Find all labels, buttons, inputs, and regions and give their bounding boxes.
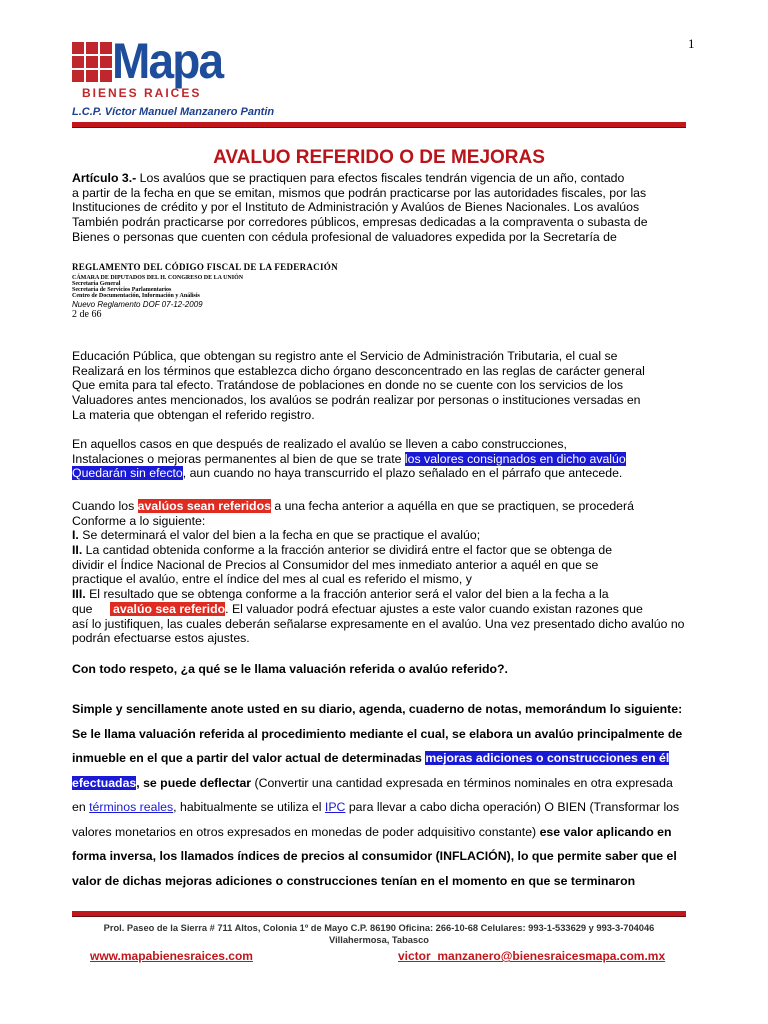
- text-line: así lo justifiquen, las cuales deberán señalarse expresamente en el avalúo. Una vez presentado dicho avalúo no: [72, 616, 685, 631]
- document-title: AVALUO REFERIDO O DE MEJORAS: [213, 147, 545, 168]
- reference-page: 2 de 66: [72, 309, 102, 320]
- roman-numeral: II.: [72, 543, 83, 558]
- link-terminos-reales[interactable]: términos reales: [89, 800, 174, 814]
- highlight-blue: mejoras adiciones o construcciones en él: [425, 751, 670, 765]
- text-segment: inmueble en el que a partir del valor actual de determinadas: [72, 751, 426, 765]
- header-divider: [72, 122, 686, 128]
- logo-grid-icon: [72, 42, 112, 84]
- author-name: L.C.P. Víctor Manuel Manzanero Pantin: [72, 106, 275, 118]
- text-line: Simple y sencillamente anote usted en su diario, agenda, cuaderno de notas, memorándum lo siguiente:: [72, 702, 683, 716]
- text-line: Bienes o personas que cuenten con cédula profesional de valuadores expedida por la Secretaría de: [72, 229, 617, 244]
- text-segment: , habitualmente se utiliza el: [173, 800, 325, 814]
- text-segment: La cantidad obtenida conforme a la fracción anterior se dividirá entre el factor que se obtenga de: [82, 543, 613, 558]
- text-line: Conforme a lo siguiente:: [72, 513, 206, 528]
- text-line: También podrán practicarse por corredores públicos, empresas dedicadas a la compraventa o subasta de: [72, 215, 648, 230]
- text-segment: . El valuador podrá efectuar ajustes a este valor cuando existan razones que: [225, 601, 643, 616]
- paragraph-2: [72, 349, 700, 422]
- address-city: Villahermosa, Tabasco: [329, 935, 429, 945]
- paragraph-4: [72, 499, 700, 646]
- text-line: forma inversa, los llamados índices de precios al consumidor (INFLACIÓN), lo que permite saber que el: [72, 849, 677, 863]
- reference-line: Centro de Documentación, Información y Análisis: [72, 293, 200, 299]
- text-segment: , se puede deflectar: [136, 775, 255, 790]
- text-segment: Se determinará el valor del bien a la fecha en que se practique el avalúo;: [78, 528, 481, 543]
- highlight-red: avalúos sean referidos: [137, 499, 271, 513]
- link-ipc[interactable]: IPC: [324, 800, 346, 814]
- text-line: Se le llama valuación referida al procedimiento mediante el cual, se elabora un avalúo principalmente de: [72, 726, 683, 741]
- reference-chamber: CÁMARA DE DIPUTADOS DEL H. CONGRESO DE LA UNIÓN: [72, 275, 244, 281]
- text-line: dividir el Índice Nacional de Precios al Consumidor del mes inmediato anterior a aquél en que se: [72, 557, 599, 572]
- text-line: Los avalúos que se practiquen para efectos fiscales tendrán vigencia de un año, contado: [136, 171, 625, 185]
- paragraph-3: [72, 437, 700, 481]
- reference-dof: Nuevo Reglamento DOF 07-12-2009: [72, 300, 203, 309]
- text-line: En aquellos casos en que después de realizado el avalúo se lleven a cabo construcciones,: [72, 437, 567, 451]
- website-link[interactable]: www.mapabienesraices.com: [90, 949, 253, 963]
- text-line: practique el avalúo, entre el índice del mes al cual es referido el mismo, y: [72, 572, 472, 587]
- highlight-blue: Quedarán sin efecto: [72, 466, 183, 481]
- text-segment: Cuando los: [72, 499, 138, 513]
- highlight-blue: efectuadas: [72, 775, 137, 790]
- text-segment: , aun cuando no haya transcurrido el plazo señalado en el párrafo que antecede.: [182, 466, 623, 481]
- text-line: podrán efectuarse estos ajustes.: [72, 631, 250, 646]
- text-segment: El resultado que se obtenga conforme a la fracción anterior será el valor del bien a la fecha a la: [85, 587, 609, 602]
- text-line: Que emita para tal efecto. Tratándose de poblaciones en donde no se cuente con los servicios de los: [72, 378, 623, 393]
- highlight-red: avalúo sea referido: [109, 601, 226, 616]
- text-segment: (Convertir una cantidad expresada en términos nominales en otra expresada: [254, 775, 673, 790]
- text-segment: Instalaciones o mejoras permanentes al bien de que se trate: [72, 451, 405, 466]
- text-segment: en: [72, 800, 90, 814]
- roman-numeral: I.: [72, 528, 79, 543]
- email-link[interactable]: victor_manzanero@bienesraicesmapa.com.mx: [398, 949, 666, 963]
- logo-subtitle: BIENES RAICES: [82, 86, 202, 100]
- text-segment: a una fecha anterior a aquélla en que se practiquen, se procederá: [270, 499, 634, 513]
- footer-divider: [72, 911, 686, 917]
- reference-line: Secretaría General: [72, 281, 121, 287]
- text-segment: para llevar a cabo dicha operación) O BIEN (Transformar los: [345, 800, 680, 814]
- text-line: Realizará en los términos que establezca dicho órgano desconcentrado en las reglas de carácter general: [72, 363, 645, 378]
- highlight-blue: los valores consignados en dicho avalúo: [404, 451, 626, 466]
- text-segment: que: [72, 601, 110, 616]
- article-3-paragraph: [72, 171, 700, 244]
- page-number: 1: [688, 36, 695, 51]
- reference-line: Secretaría de Servicios Parlamentarios: [72, 287, 172, 293]
- text-line: La materia que obtengan el referido registro.: [72, 407, 315, 422]
- question-line: Con todo respeto, ¿a qué se le llama valuación referida o avalúo referido?.: [72, 662, 508, 676]
- text-segment: valores monetarios en otros expresados en monedas de poder adquisitivo constante): [72, 824, 540, 839]
- reference-title: REGLAMENTO DEL CÓDIGO FISCAL DE LA FEDERACIÓN: [72, 262, 338, 272]
- company-logo: [72, 33, 223, 102]
- article-label: Artículo 3.-: [72, 171, 137, 185]
- regulation-reference: [72, 262, 338, 320]
- text-segment: ese valor aplicando en: [539, 824, 672, 839]
- answer-paragraph: [72, 697, 698, 893]
- address-line: Prol. Paseo de la Sierra # 711 Altos, Colonia 1º de Mayo C.P. 86190 Oficina: 266-10-68 Celulares: 993-1-533629 y 993-3-704046: [103, 923, 655, 933]
- logo-wordmark: Mapa: [112, 33, 223, 89]
- text-line: Valuadores antes mencionados, los avalúos se podrán realizar por personas o instituciones versadas en: [72, 393, 641, 408]
- text-line: a partir de la fecha en que se emitan, mismos que podrán practicarse por las autoridades fiscales, por las: [72, 185, 647, 200]
- text-line: Educación Pública, que obtengan su registro ante el Servicio de Administración Tributaria, el cual se: [72, 349, 618, 363]
- roman-numeral: III.: [72, 587, 86, 602]
- footer-address: [72, 922, 686, 946]
- text-line: valor de dichas mejoras adiciones o construcciones tenían en el momento en que se terminaron: [72, 873, 636, 888]
- text-line: Instituciones de crédito y por el Instituto de Administración y Avalúos de Bienes Nacionales. Los avalúos: [72, 200, 640, 215]
